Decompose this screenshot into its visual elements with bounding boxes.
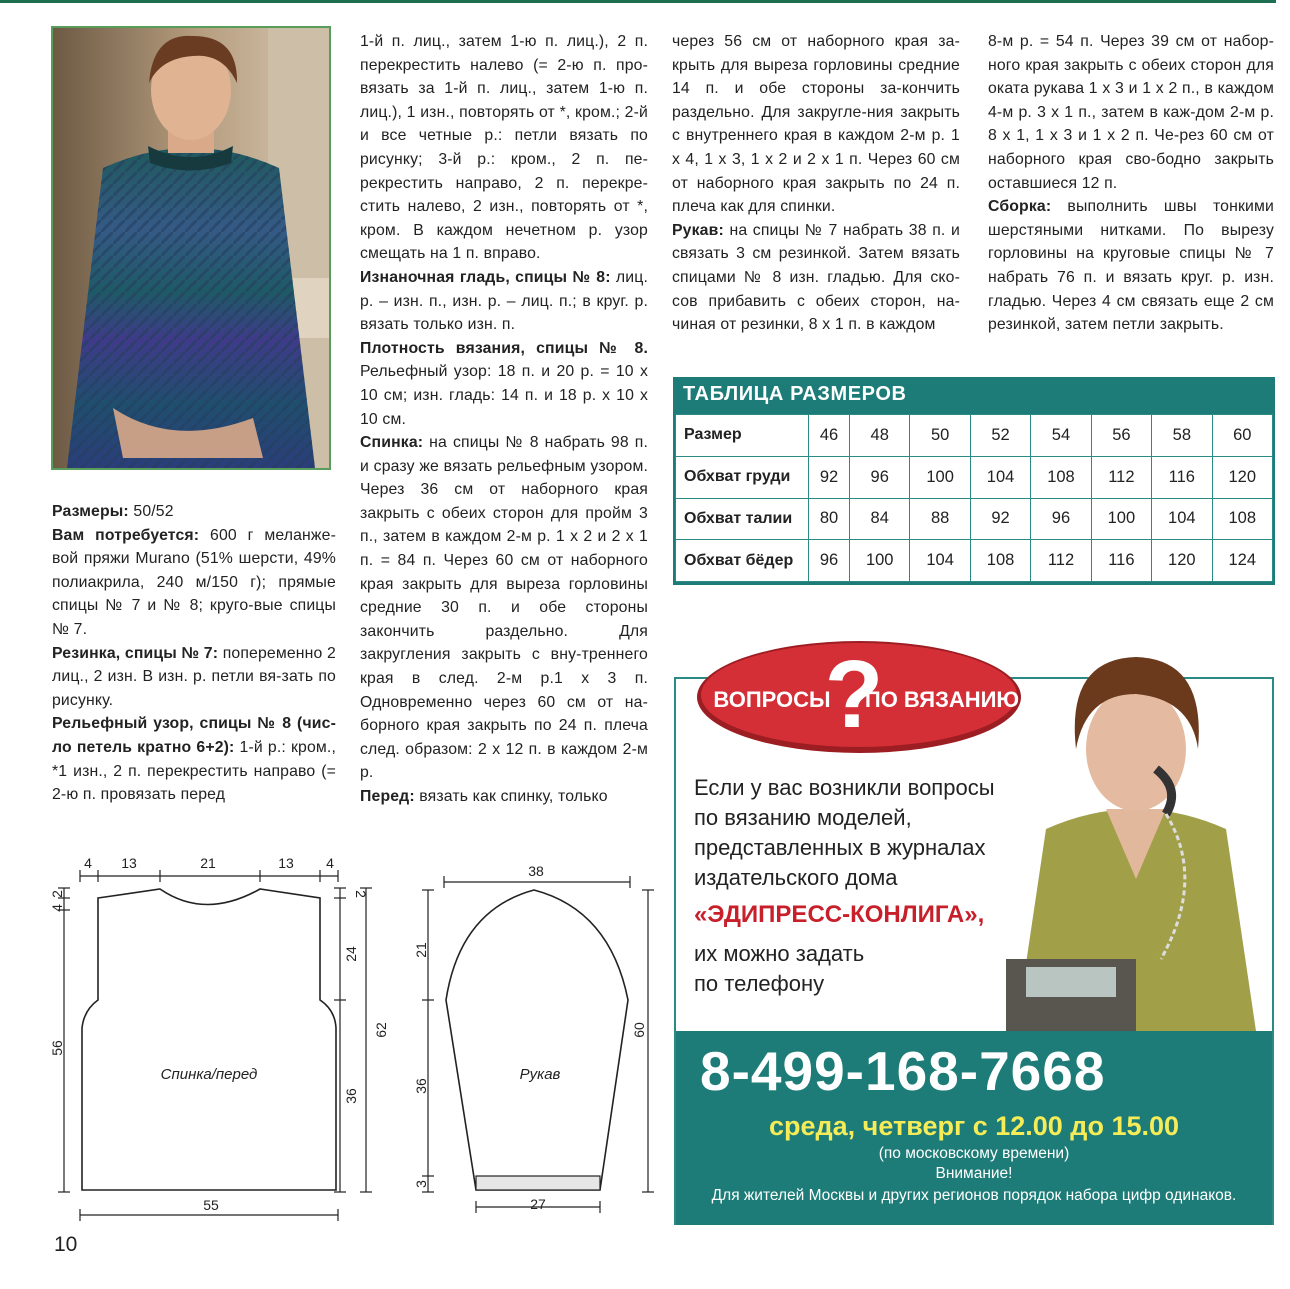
paragraph	[672, 219, 960, 337]
model-photo	[51, 26, 331, 470]
paragraph	[672, 30, 960, 219]
paragraph-text: на спицы № 7 набрать 38 п. и связать 3 см резинкой. Затем вязать спицами № 8 изн. гладью. Для ско-сов прибавить с обеих сторон, на-чиная от резинки, 8 х 1 п. в каждом	[672, 221, 960, 334]
size-table-cell: 88	[910, 498, 970, 540]
size-table-cell: 92	[970, 498, 1030, 540]
size-table-row-label: Обхват груди	[676, 456, 809, 498]
size-table-cell: 100	[910, 456, 970, 498]
ad-line-5: их можно задать	[694, 941, 865, 966]
size-table-cell: 108	[1212, 498, 1272, 540]
text-column-4	[988, 30, 1274, 337]
paragraph-heading: Изнаночная гладь, спицы № 8:	[360, 268, 611, 286]
text-column-1	[52, 500, 336, 807]
size-table-cell: 58	[1152, 415, 1212, 457]
size-table-cell: 56	[1091, 415, 1151, 457]
size-table-cell: 116	[1152, 456, 1212, 498]
size-table-cell: 116	[1091, 540, 1151, 582]
dim-sleeve-side: 36	[413, 1078, 429, 1094]
size-table-cell: 112	[1031, 540, 1091, 582]
paragraph-text: 50/52	[128, 503, 174, 520]
size-table-cell: 60	[1212, 415, 1272, 457]
ad-line-1: Если у вас возникли вопросы	[694, 775, 995, 800]
questions-ad	[674, 641, 1274, 1225]
paragraph	[360, 431, 648, 785]
size-table-row	[676, 415, 1273, 457]
dim-top-1: 4	[84, 855, 92, 871]
dim-body-width: 55	[203, 1197, 219, 1213]
paragraph-heading: Рукав:	[672, 221, 724, 239]
question-mark-icon: ?	[824, 641, 884, 748]
paragraph	[360, 337, 648, 431]
dialing-note: Для жителей Москвы и других регионов порядок набора цифр одинаков.	[711, 1187, 1237, 1204]
size-table-cell: 108	[1031, 456, 1091, 498]
size-table-cell: 104	[910, 540, 970, 582]
size-table	[673, 377, 1275, 585]
size-table-cell: 112	[1091, 456, 1151, 498]
dim-sleeve-height: 60	[631, 1022, 647, 1038]
dim-right-1: 2	[353, 890, 369, 898]
paragraph-text: через 56 см от наборного края за-крыть для выреза горловины средние 14 п. и обе стороны за-кончить раздельно. Для закругле-ния закрыть с внутреннего края в каждом 2-м р. 1 х 4, 1 х 3, 1 х 2 и 2 х 1 п. Через 60 см от наборного края закрыть по 24 п. плеча как для спинки.	[672, 33, 960, 216]
dim-top-4: 13	[278, 855, 294, 871]
sleeve-label: Рукав	[519, 1066, 561, 1083]
paragraph-heading: Перед:	[360, 788, 415, 805]
dim-right-2: 24	[343, 946, 359, 962]
size-table-title: ТАБЛИЦА РАЗМЕРОВ	[683, 383, 907, 405]
ad-contact-band	[676, 1031, 1272, 1225]
size-table-cell: 48	[850, 415, 910, 457]
paragraph	[52, 500, 336, 524]
size-table-cell: 46	[809, 415, 850, 457]
paragraph-heading: Спинка:	[360, 434, 424, 452]
size-table-cell: 84	[850, 498, 910, 540]
text-column-2	[360, 30, 648, 809]
paragraph	[52, 642, 336, 713]
timezone-note: (по московскому времени)	[878, 1145, 1070, 1162]
dim-sleeve-bottom: 27	[530, 1196, 546, 1212]
paragraph-heading: Рельефный узор, спицы № 8 (чис-ло петель кратно 6+2):	[52, 715, 336, 756]
body-label: Спинка/перед	[160, 1066, 258, 1083]
size-table-cell: 100	[1091, 498, 1151, 540]
size-table-row	[676, 540, 1273, 582]
size-table-cell: 96	[1031, 498, 1091, 540]
size-table-row	[676, 456, 1273, 498]
size-table-grid	[675, 414, 1273, 582]
paragraph-heading: Сборка:	[988, 198, 1052, 216]
paragraph-text: 600 г меланже-вой пряжи Murano (51% шерсти, 49% полиакрила, 240 м/150 г); прямые спицы № 7 и № 8; круго-вые спицы № 7.	[52, 526, 336, 638]
dim-body-height: 56	[49, 1040, 65, 1056]
paragraph-text: Рельефный узор: 18 п. и 20 р. = 10 х 10 см; изн. гладь: 14 п. и 18 р. х 10 х 10 см.	[360, 363, 648, 428]
size-table-cell: 124	[1212, 540, 1272, 582]
size-table-cell: 120	[1212, 456, 1272, 498]
paragraph	[52, 524, 336, 642]
size-table-row-label: Обхват талии	[676, 498, 809, 540]
paragraph-text: 8-м р. = 54 п. Через 39 см от набор-ного края закрыть с обеих сторон для оката рукава 1 х 3 и 1 х 2 п., в каждом 4-м р. 3 х 1 п., затем в каж-дом 2-м р. 8 х 1, 1 х 3 и 1 х 2 п. Че-рез 60 см от наборного края сво-бодно закрыть оставшиеся 12 п.	[988, 33, 1274, 192]
top-rule	[0, 0, 1276, 3]
call-hours: среда, четверг с 12.00 до 15.00	[768, 1111, 1180, 1141]
paragraph-text: 1-й п. лиц., затем 1-ю п. лиц.), 2 п. перекрестить налево (= 2-ю п. про-вязать за 1-й п. лиц., затем 1-ю п. лиц.), 1 изн., повторять от *, кром.; 2-й и все четные р.: петли вязать по рисунку; 3-й р.: кром., 2 п. пе-рекрестить направо, 2 п. перекре-стить налево, 2 изн., повторять от *, кром. В каждом нечетном р. узор смещать на 1 п. вправо.	[360, 33, 648, 263]
ad-text	[694, 773, 995, 999]
dim-top-5: 4	[326, 855, 334, 871]
pattern-schematic	[40, 850, 660, 1230]
paragraph-text: на спицы № 8 набрать 98 п. и сразу же вязать рельефным узором. Через 36 см от наборного края закрыть с обеих сторон для пройм 3 п., затем в каждом 2-м р. 1 х 2 и 2 х 1 п. = 84 п. Через 60 см от наборного края закрыть для выреза горловины средние 30 п. и обе стороны закончить раздельно. Для закругления закрыть с вну-треннего края в след. 2-м р.1 х 3 п. Одновременно через 60 см от на-борного края закрыть по 24 п. плеча след. образом: 2 х 12 п. в каждом 2-м р.	[360, 434, 648, 782]
size-table-cell: 104	[970, 456, 1030, 498]
woman-with-phone-illustration	[1006, 639, 1274, 1031]
paragraph	[360, 785, 648, 809]
size-table-cell: 52	[970, 415, 1030, 457]
paragraph-heading: Плотность вязания, спицы № 8.	[360, 339, 648, 357]
dim-sleeve-top: 38	[528, 863, 544, 879]
size-table-cell: 92	[809, 456, 850, 498]
paragraph-text: лиц. р. – изн. п., изн. р. – лиц. п.; в круг. р. вязать только изн. п.	[360, 268, 648, 334]
size-table-row-label: Размер	[676, 415, 809, 457]
badge-right-text: ПО ВЯЗАНИЮ	[864, 687, 1020, 712]
paragraph-heading: Вам потребуется:	[52, 526, 200, 544]
publisher-name: «ЭДИПРЕСС-КОНЛИГА»,	[694, 901, 985, 928]
ad-line-2: по вязанию моделей,	[694, 805, 912, 830]
size-table-cell: 104	[1152, 498, 1212, 540]
dim-left-1: 4	[49, 904, 65, 912]
paragraph-text: вязать как спинку, только	[414, 788, 608, 805]
dim-top-3: 21	[200, 855, 216, 871]
phone-number: 8-499-168-7668	[700, 1040, 1106, 1102]
paragraph-heading: Размеры:	[52, 503, 129, 520]
dim-sleeve-cap: 21	[413, 942, 429, 958]
paragraph	[988, 30, 1274, 195]
paragraph-heading: Резинка, спицы № 7:	[52, 644, 219, 662]
paragraph	[360, 266, 648, 337]
ad-line-3: представленных в журналах	[694, 835, 986, 860]
paragraph	[360, 30, 648, 266]
page-number: 10	[54, 1233, 78, 1256]
size-table-row-label: Обхват бёдер	[676, 540, 809, 582]
size-table-cell: 100	[850, 540, 910, 582]
size-table-cell: 96	[809, 540, 850, 582]
dim-right-3: 36	[343, 1088, 359, 1104]
paragraph	[988, 195, 1274, 337]
paragraph-text: выполнить швы тонкими шерстяными нитками. По вырезу горловины на круговые спицы № 7 набрать 76 п. и вязать круг. р. изн. гладью. Через 4 см связать еще 2 см резинкой, затем петли закрыть.	[988, 198, 1274, 334]
paragraph-text: 1-й р.: кром., *1 изн., 2 п. перекрестить направо (= 2-ю п. провязать перед	[52, 738, 336, 804]
ad-line-4: издательского дома	[694, 865, 898, 890]
size-table-row	[676, 498, 1273, 540]
dim-top-2: 13	[121, 855, 137, 871]
attention-label: Внимание!	[935, 1165, 1013, 1182]
size-table-cell: 54	[1031, 415, 1091, 457]
ad-line-6: по телефону	[694, 971, 825, 996]
badge-left-text: ВОПРОСЫ	[713, 687, 831, 712]
dim-sleeve-cuff: 3	[413, 1180, 429, 1188]
size-table-cell: 96	[850, 456, 910, 498]
questions-badge	[694, 627, 1024, 757]
size-table-cell: 80	[809, 498, 850, 540]
dim-left-2: 2	[49, 890, 65, 898]
size-table-cell: 50	[910, 415, 970, 457]
size-table-cell: 120	[1152, 540, 1212, 582]
dim-total-height: 62	[373, 1022, 389, 1038]
size-table-cell: 108	[970, 540, 1030, 582]
text-column-3	[672, 30, 960, 337]
paragraph	[52, 712, 336, 806]
paragraph-text: попеременно 2 лиц., 2 изн. В изн. р. петли вя-зать по рисунку.	[52, 644, 336, 709]
